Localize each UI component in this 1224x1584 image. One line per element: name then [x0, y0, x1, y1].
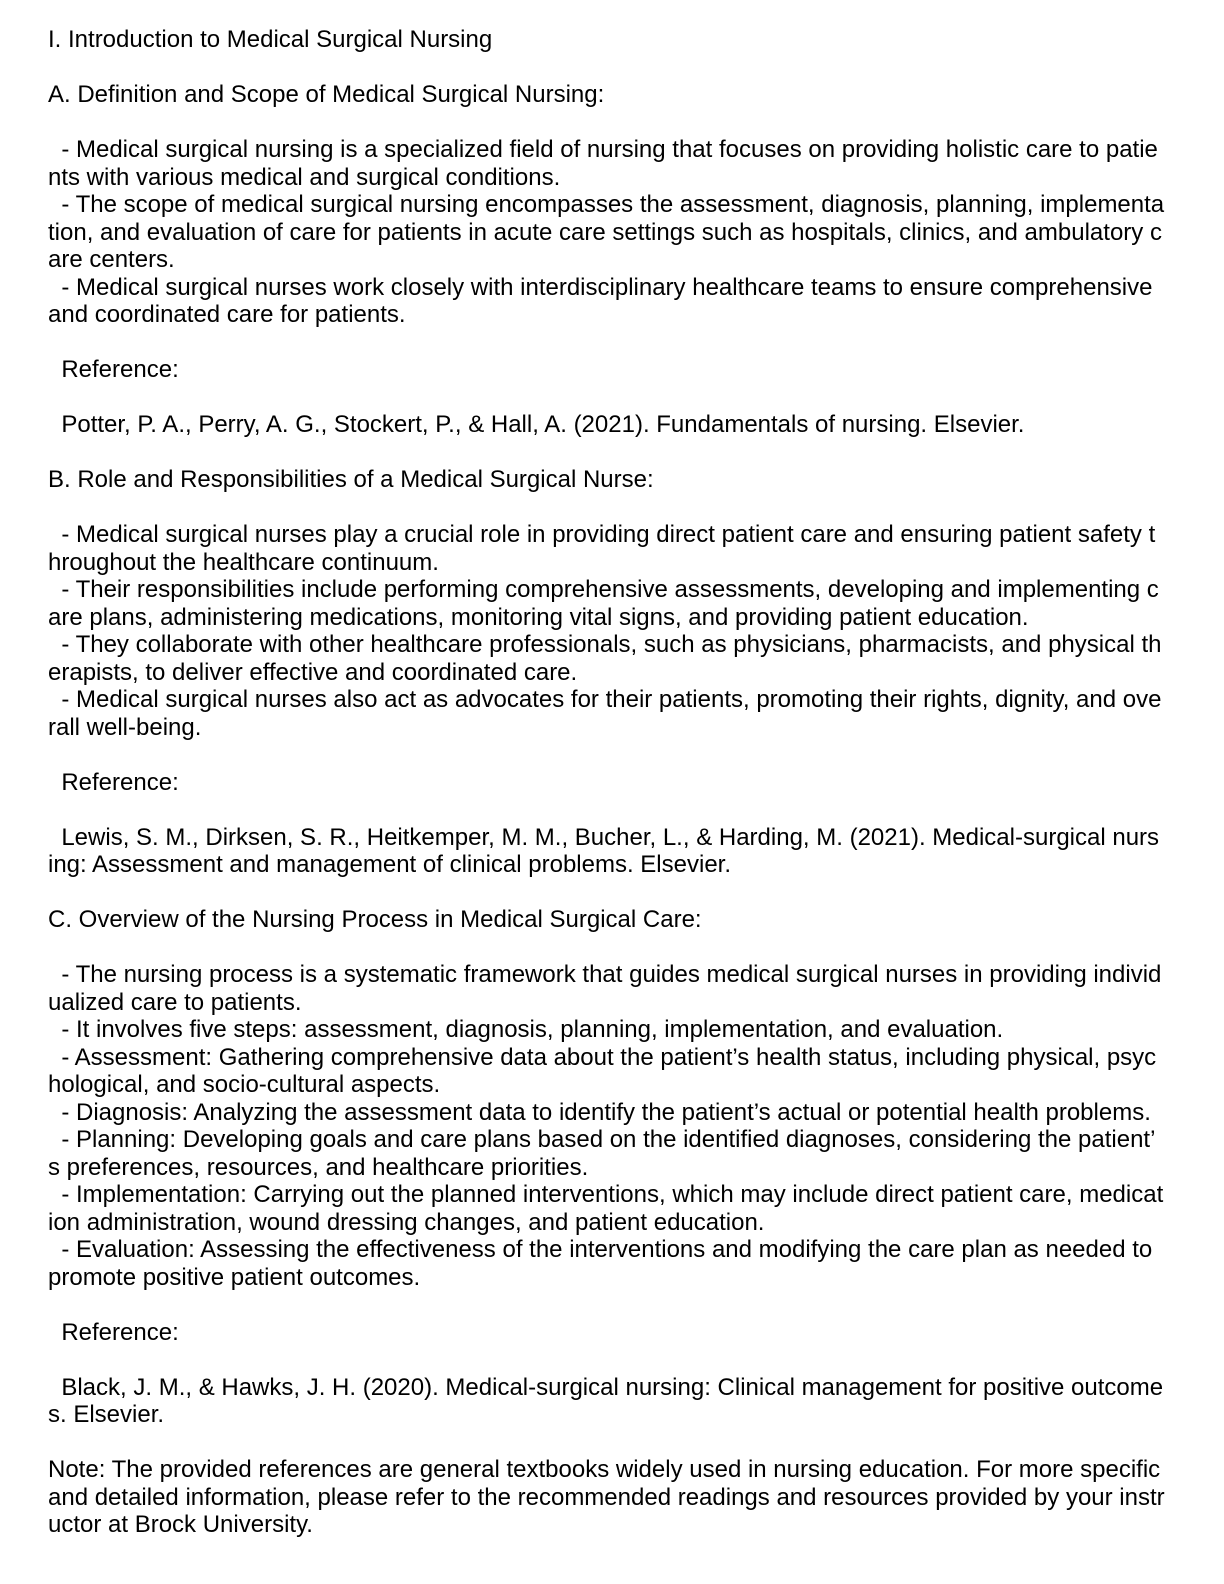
bullet-group-line: are centers. [48, 246, 175, 273]
bullet-group-line: hological, and socio-cultural aspects. [48, 1071, 441, 1098]
reference-citation-a [48, 411, 1168, 439]
bullet-group-line: erapists, to deliver effective and coordinated care. [48, 658, 578, 686]
reference-label-line: Reference: [48, 768, 179, 796]
bullet-group-line: - Planning: Developing goals and care plans based on the identified diagnoses, considering the patient’ [48, 1126, 1156, 1153]
bullet-group-line: ion administration, wound dressing changes, and patient education. [48, 1208, 765, 1236]
bullet-group-line: and coordinated care for patients. [48, 301, 406, 328]
reference-label-line: Reference: [48, 1318, 179, 1346]
bullet-group-line: s preferences, resources, and healthcare priorities. [48, 1153, 589, 1181]
reference-citation-line: s. Elsevier. [48, 1401, 165, 1428]
bullet-group-line: - Assessment: Gathering comprehensive data about the patient’s health status, including physical, psyc [48, 1043, 1157, 1071]
bullet-group-line: - Implementation: Carrying out the planned interventions, which may include direct patient care, medicat [48, 1181, 1164, 1208]
reference-citation-line: Black, J. M., & Hawks, J. H. (2020). Medical-surgical nursing: Clinical management for positive outcome [48, 1373, 1164, 1401]
bullet-group-line: hroughout the healthcare continuum. [48, 548, 439, 576]
section-a-bullets [48, 136, 1168, 329]
bullet-group-line: - Medical surgical nurses work closely with interdisciplinary healthcare teams to ensure comprehensive [48, 273, 1153, 301]
bullet-group-line: are plans, administering medications, monitoring vital signs, and providing patient education. [48, 603, 1029, 631]
bullet-group-line: - It involves five steps: assessment, diagnosis, planning, implementation, and evaluation. [48, 1016, 1004, 1043]
bullet-group-line: rall well-being. [48, 713, 202, 741]
note-line: Note: The provided references are general textbooks widely used in nursing education. For more specific [48, 1456, 1161, 1483]
note-line: and detailed information, please refer to the recommended readings and resources provided by your instr [48, 1483, 1165, 1511]
bullet-group-line: - They collaborate with other healthcare professionals, such as physicians, pharmacists, and physical th [48, 631, 1162, 658]
bullet-group-line: - The scope of medical surgical nursing encompasses the assessment, diagnosis, planning, implementa [48, 191, 1165, 218]
reference-label-b [48, 769, 1168, 797]
heading-section-c [48, 906, 1168, 934]
section-c-bullets [48, 961, 1168, 1291]
bullet-group-line: - Evaluation: Assessing the effectiveness of the interventions and modifying the care plan as needed to [48, 1236, 1153, 1263]
bullet-group-line: - Medical surgical nurses play a crucial role in providing direct patient care and ensuring patient safety t [48, 521, 1156, 548]
reference-label-a [48, 356, 1168, 384]
reference-citation-line: Potter, P. A., Perry, A. G., Stockert, P., & Hall, A. (2021). Fundamentals of nursing. Elsevier. [48, 411, 1025, 438]
bullet-group-line: nts with various medical and surgical conditions. [48, 163, 561, 191]
reference-citation-line: ing: Assessment and management of clinical problems. Elsevier. [48, 851, 732, 878]
heading-section-a [48, 81, 1168, 109]
note-line: uctor at Brock University. [48, 1511, 313, 1538]
bullet-group-line: promote positive patient outcomes. [48, 1263, 421, 1291]
bullet-group-line: ualized care to patients. [48, 988, 302, 1016]
note-paragraph [48, 1456, 1168, 1539]
reference-label-c [48, 1319, 1168, 1347]
bullet-group-line: - Their responsibilities include performing comprehensive assessments, developing and implementing c [48, 576, 1159, 603]
bullet-group-line: tion, and evaluation of care for patients in acute care settings such as hospitals, clinics, and ambulatory c [48, 218, 1162, 246]
section-heading-line: B. Role and Responsibilities of a Medical Surgical Nurse: [48, 466, 654, 493]
section-b-bullets [48, 521, 1168, 741]
heading-section-b [48, 466, 1168, 494]
heading-section-i [48, 26, 1168, 54]
section-heading-line: C. Overview of the Nursing Process in Medical Surgical Care: [48, 906, 702, 933]
reference-citation-c [48, 1374, 1168, 1429]
section-heading-line: I. Introduction to Medical Surgical Nursing [48, 26, 493, 53]
reference-label-line: Reference: [48, 356, 179, 383]
reference-citation-b [48, 824, 1168, 879]
bullet-group-line: - The nursing process is a systematic framework that guides medical surgical nurses in providing individ [48, 961, 1162, 988]
document-text [48, 26, 1168, 1539]
reference-citation-line: Lewis, S. M., Dirksen, S. R., Heitkemper, M. M., Bucher, L., & Harding, M. (2021). Medical-surgical nurs [48, 823, 1160, 851]
bullet-group-line: - Diagnosis: Analyzing the assessment data to identify the patient’s actual or potential health problems. [48, 1098, 1151, 1126]
section-heading-line: A. Definition and Scope of Medical Surgical Nursing: [48, 81, 605, 108]
bullet-group-line: - Medical surgical nursing is a specialized field of nursing that focuses on providing holistic care to patie [48, 136, 1158, 163]
bullet-group-line: - Medical surgical nurses also act as advocates for their patients, promoting their rights, dignity, and ove [48, 686, 1162, 713]
